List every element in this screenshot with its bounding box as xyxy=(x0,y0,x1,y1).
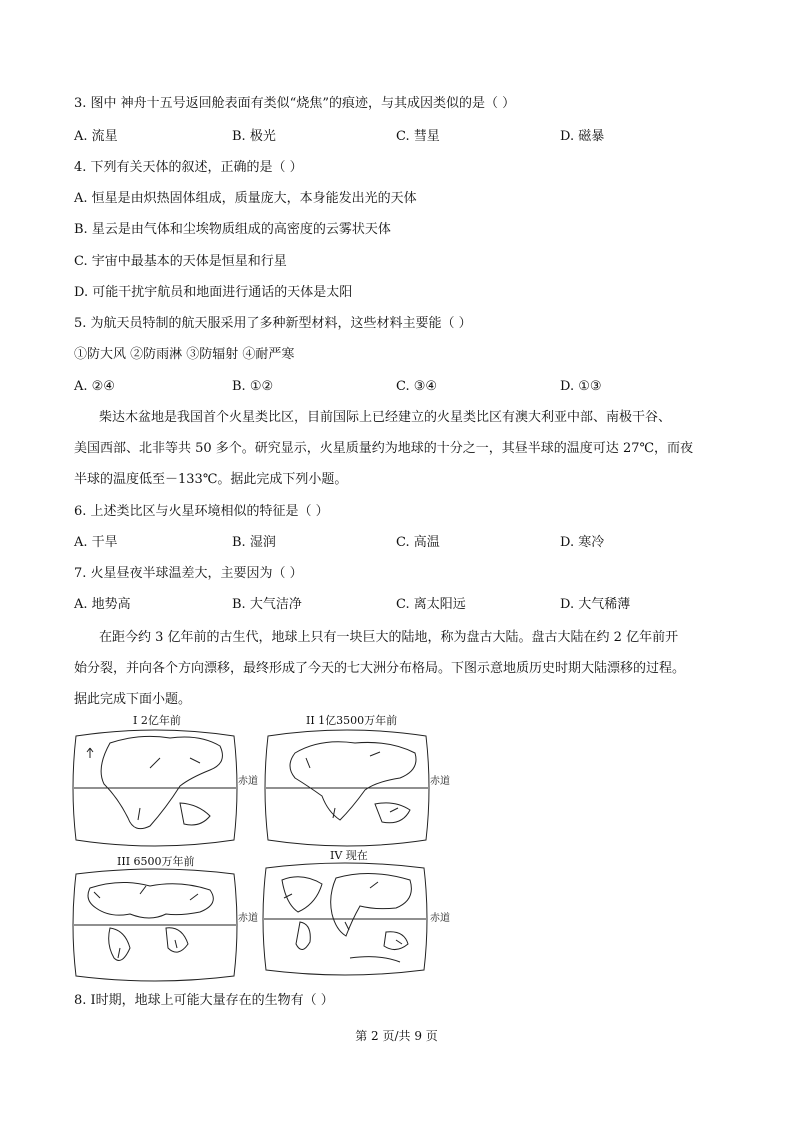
q4-option-b: B. 星云是由气体和尘埃物质组成的高密度的云雾状天体 xyxy=(74,222,391,237)
q6-stem: 6. 上述类比区与火星环境相似的特征是（ ） xyxy=(74,504,329,519)
map-1-title: I 2亿年前 xyxy=(133,714,181,727)
q6-option-a: A. 干旱 xyxy=(74,535,118,550)
q7-option-b: B. 大气洁净 xyxy=(232,597,302,612)
q4-option-c: C. 宇宙中最基本的天体是恒星和行星 xyxy=(74,254,287,269)
passage1-line-3: 半球的温度低至－133℃。据此完成下列小题。 xyxy=(74,472,348,487)
northern-landmass xyxy=(88,882,213,918)
q6-option-d: D. 寒冷 xyxy=(560,535,605,550)
equator-label-4: 赤道 xyxy=(430,913,450,924)
q3-stem: 3. 图中 神舟十五号返回舱表面有类似“烧焦”的痕迹，与其成因类似的是（ ） xyxy=(74,96,516,111)
q4-option-d: D. 可能干扰宇航员和地面进行通话的天体是太阳 xyxy=(74,285,353,300)
landmass-fragment xyxy=(375,803,410,823)
q7-option-d: D. 大气稀薄 xyxy=(560,597,631,612)
equator-label-3: 赤道 xyxy=(238,913,258,924)
equator-label-1: 赤道 xyxy=(238,776,258,787)
q5-option-c: C. ③④ xyxy=(396,379,438,394)
q3-option-b: B. 极光 xyxy=(232,129,276,144)
map-2 xyxy=(265,730,429,846)
passage1-line-1: 柴达木盆地是我国首个火星类比区，目前国际上已经建立的火星类比区有澳大利亚中部、南极干谷、 xyxy=(99,410,672,425)
q6-option-b: B. 湿润 xyxy=(232,535,276,550)
q3-option-a: A. 流星 xyxy=(74,129,118,144)
eurasia-africa-landmass xyxy=(331,873,412,936)
landmass-fragment xyxy=(180,803,210,825)
q7-option-a: A. 地势高 xyxy=(74,597,131,612)
q5-option-d: D. ①③ xyxy=(560,379,602,394)
q4-option-a: A. 恒星是由炽热固体组成，质量庞大，本身能发出光的天体 xyxy=(74,191,417,206)
q7-stem: 7. 火星昼夜半球温差大，主要因为（ ） xyxy=(74,566,303,581)
q5-option-b: B. ①② xyxy=(232,379,274,394)
q5-option-a: A. ②④ xyxy=(74,379,115,394)
map-1 xyxy=(73,730,237,846)
passage1-line-2: 美国西部、北非等共 50 多个。研究显示，火星质量约为地球的十分之一，其昼半球的温度可达 27℃，而夜 xyxy=(74,441,694,456)
map-4-title: IV 现在 xyxy=(330,849,368,862)
pangaea-landmass xyxy=(101,736,222,828)
americas-landmass xyxy=(282,877,322,950)
q3-option-d: D. 磁暴 xyxy=(560,129,605,144)
q3-option-c: C. 彗星 xyxy=(396,129,440,144)
q5-items: ①防大风 ②防雨淋 ③防辐射 ④耐严寒 xyxy=(74,347,295,362)
passage2-line-2: 始分裂，并向各个方向漂移，最终形成了今天的七大洲分布格局。下图示意地质历史时期大陆漂移的过程。 xyxy=(74,661,686,676)
oceania-antarctica-landmass xyxy=(350,932,408,962)
map-4 xyxy=(263,863,427,975)
passage2-line-3: 据此完成下面小题。 xyxy=(74,692,192,707)
q5-stem: 5. 为航天员特制的航天服采用了多种新型材料，这些材料主要能（ ） xyxy=(74,316,472,331)
continental-drift-figure xyxy=(70,708,450,993)
q4-stem: 4. 下列有关天体的叙述，正确的是（ ） xyxy=(74,160,303,175)
q6-option-c: C. 高温 xyxy=(396,535,440,550)
equator-label-2: 赤道 xyxy=(430,776,450,787)
map-3 xyxy=(73,869,237,981)
passage2-line-1: 在距今约 3 亿年前的古生代，地球上只有一块巨大的陆地，称为盘古大陆。盘古大陆在约 2 亿年前开 xyxy=(99,630,679,645)
q8-stem: 8. Ⅰ时期，地球上可能大量存在的生物有（ ） xyxy=(74,993,334,1008)
map-3-title: III 6500万年前 xyxy=(117,855,195,868)
page-footer: 第 2 页/共 9 页 xyxy=(355,1029,438,1043)
map-2-title: II 1亿3500万年前 xyxy=(306,714,398,727)
q7-option-c: C. 离太阳远 xyxy=(396,597,466,612)
